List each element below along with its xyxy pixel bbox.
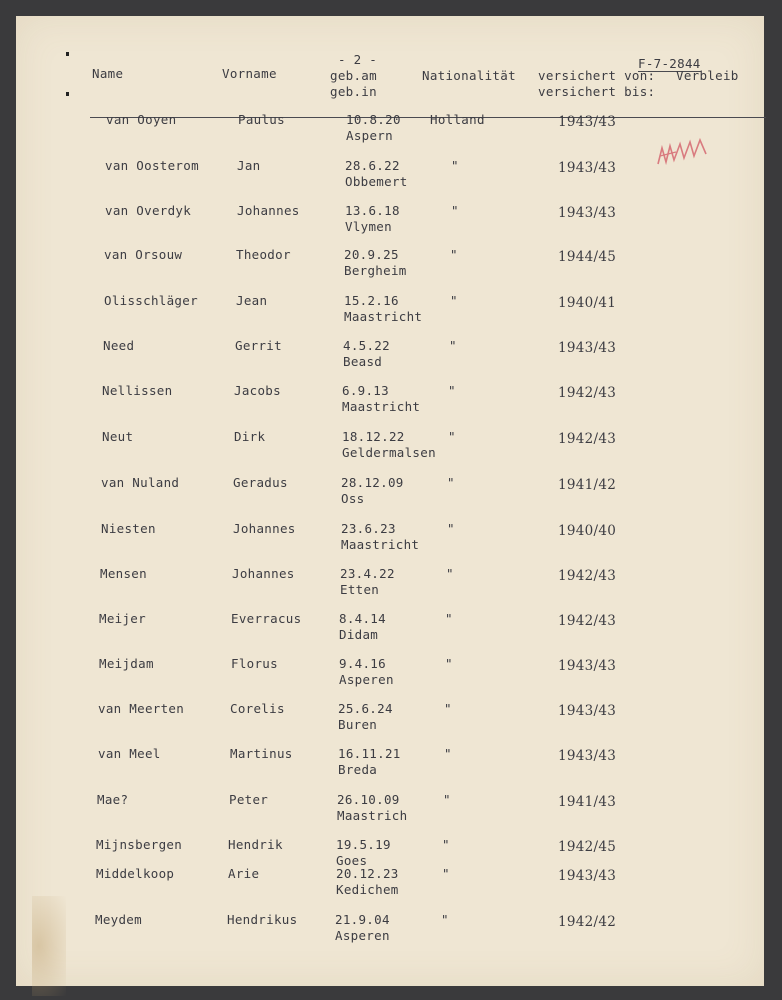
punch-mark xyxy=(66,92,69,96)
birth-place: Beasd xyxy=(343,354,383,369)
insured-period-cell: 1943/43 xyxy=(558,160,617,176)
nationality-cell: " xyxy=(442,866,450,881)
insured-period-cell: 1943/43 xyxy=(558,703,617,719)
birth-cell xyxy=(341,521,419,553)
birth-place: Bergheim xyxy=(344,263,407,278)
page-number: - 2 - xyxy=(338,52,378,67)
nationality-cell: " xyxy=(443,792,451,807)
table-row xyxy=(16,475,764,515)
first-name-cell: Theodor xyxy=(236,247,291,262)
birth-date: 26.10.09 xyxy=(337,792,400,807)
birth-cell xyxy=(341,475,404,507)
nationality-cell: " xyxy=(451,158,459,173)
birth-cell xyxy=(339,656,394,688)
insured-period-cell: 1942/43 xyxy=(558,385,617,401)
punch-mark xyxy=(66,52,69,56)
birth-place: Goes xyxy=(336,853,368,868)
last-name-cell: van Oosterom xyxy=(105,158,199,173)
table-row xyxy=(16,566,764,606)
last-name-cell: Olisschläger xyxy=(104,293,198,308)
insured-period-cell: 1941/42 xyxy=(558,477,617,493)
header-insured-from: versichert von: xyxy=(538,68,656,83)
header-birth-place: geb.in xyxy=(330,84,377,99)
header-nationality: Nationalität xyxy=(422,68,516,83)
birth-date: 10.8.20 xyxy=(346,112,401,127)
insured-period-cell: 1940/40 xyxy=(558,523,617,539)
last-name-cell: Need xyxy=(103,338,135,353)
birth-place: Maastricht xyxy=(341,537,420,552)
table-row xyxy=(16,656,764,696)
first-name-cell: Hendrikus xyxy=(227,912,298,927)
last-name-cell: Middelkoop xyxy=(96,866,175,881)
nationality-cell: " xyxy=(444,701,452,716)
first-name-cell: Geradus xyxy=(233,475,288,490)
birth-cell xyxy=(337,792,407,824)
birth-place: Didam xyxy=(339,627,379,642)
birth-cell xyxy=(342,429,436,461)
nationality-cell: " xyxy=(450,247,458,262)
last-name-cell: van Ooyen xyxy=(106,112,177,127)
first-name-cell: Hendrik xyxy=(228,837,283,852)
birth-place: Maastricht xyxy=(342,399,421,414)
birth-place: Maastricht xyxy=(344,309,423,324)
document-page xyxy=(16,16,764,986)
birth-place: Maastrich xyxy=(337,808,408,823)
birth-date: 20.9.25 xyxy=(344,247,399,262)
birth-date: 8.4.14 xyxy=(339,611,386,626)
insured-period-cell: 1944/45 xyxy=(558,249,617,265)
header-whereabouts: Verbleib xyxy=(676,68,739,83)
reference-number: F-7-2844 xyxy=(638,56,701,71)
insured-period-cell: 1942/43 xyxy=(558,431,617,447)
table-row xyxy=(16,338,764,378)
nationality-cell: " xyxy=(445,656,453,671)
insured-period-cell: 1943/43 xyxy=(558,748,617,764)
table-row xyxy=(16,746,764,786)
birth-cell xyxy=(345,203,400,235)
first-name-cell: Jean xyxy=(236,293,268,308)
last-name-cell: Meijer xyxy=(99,611,146,626)
last-name-cell: van Meel xyxy=(98,746,161,761)
first-name-cell: Johannes xyxy=(232,566,295,581)
birth-date: 28.12.09 xyxy=(341,475,404,490)
birth-place: Buren xyxy=(338,717,378,732)
birth-cell xyxy=(336,837,391,869)
birth-date: 20.12.23 xyxy=(336,866,399,881)
first-name-cell: Gerrit xyxy=(235,338,282,353)
birth-place: Geldermalsen xyxy=(342,445,436,460)
first-name-cell: Peter xyxy=(229,792,269,807)
insured-period-cell: 1942/43 xyxy=(558,613,617,629)
birth-date: 16.11.21 xyxy=(338,746,401,761)
table-row xyxy=(16,158,764,198)
birth-date: 21.9.04 xyxy=(335,912,390,927)
nationality-cell: " xyxy=(446,566,454,581)
last-name-cell: Niesten xyxy=(101,521,156,536)
birth-cell xyxy=(343,338,390,370)
insured-period-cell: 1943/43 xyxy=(558,205,617,221)
birth-cell xyxy=(335,912,390,944)
nationality-cell: " xyxy=(444,746,452,761)
last-name-cell: Neut xyxy=(102,429,134,444)
last-name-cell: Mae? xyxy=(97,792,129,807)
nationality-cell: " xyxy=(450,293,458,308)
insured-period-cell: 1943/43 xyxy=(558,114,617,130)
insured-period-cell: 1942/42 xyxy=(558,914,617,930)
birth-cell xyxy=(345,158,408,190)
first-name-cell: Paulus xyxy=(238,112,285,127)
header-birth-date: geb.am xyxy=(330,68,377,83)
first-name-cell: Everracus xyxy=(231,611,302,626)
birth-cell xyxy=(342,383,420,415)
last-name-cell: Mijnsbergen xyxy=(96,837,183,852)
nationality-cell: " xyxy=(441,912,449,927)
nationality-cell: " xyxy=(447,475,455,490)
last-name-cell: van Orsouw xyxy=(104,247,183,262)
insured-period-cell: 1943/43 xyxy=(558,340,617,356)
first-name-cell: Corelis xyxy=(230,701,285,716)
last-name-cell: Nellissen xyxy=(102,383,173,398)
insured-period-cell: 1943/43 xyxy=(558,868,617,884)
birth-place: Etten xyxy=(340,582,380,597)
birth-cell xyxy=(336,866,399,898)
birth-cell xyxy=(344,247,407,279)
first-name-cell: Johannes xyxy=(233,521,296,536)
birth-date: 9.4.16 xyxy=(339,656,386,671)
birth-place: Oss xyxy=(341,491,365,506)
table-row xyxy=(16,203,764,243)
birth-cell xyxy=(344,293,422,325)
birth-date: 23.6.23 xyxy=(341,521,396,536)
nationality-cell: " xyxy=(449,338,457,353)
birth-date: 6.9.13 xyxy=(342,383,389,398)
table-row xyxy=(16,112,764,152)
nationality-cell: " xyxy=(451,203,459,218)
first-name-cell: Jacobs xyxy=(234,383,281,398)
table-row xyxy=(16,866,764,906)
table-row xyxy=(16,701,764,741)
table-row xyxy=(16,429,764,469)
nationality-cell: Holland xyxy=(430,112,485,127)
birth-cell xyxy=(339,611,386,643)
birth-place: Aspern xyxy=(346,128,393,143)
first-name-cell: Jan xyxy=(237,158,261,173)
insured-period-cell: 1942/45 xyxy=(558,839,617,855)
last-name-cell: Mensen xyxy=(100,566,147,581)
table-row xyxy=(16,521,764,561)
first-name-cell: Martinus xyxy=(230,746,293,761)
birth-date: 19.5.19 xyxy=(336,837,391,852)
birth-date: 28.6.22 xyxy=(345,158,400,173)
last-name-cell: Meydem xyxy=(95,912,142,927)
birth-cell xyxy=(338,701,393,733)
last-name-cell: Meijdam xyxy=(99,656,154,671)
birth-cell xyxy=(338,746,401,778)
birth-place: Vlymen xyxy=(345,219,392,234)
header-name: Name xyxy=(92,66,124,81)
birth-date: 15.2.16 xyxy=(344,293,399,308)
birth-place: Kedichem xyxy=(336,882,399,897)
insured-period-cell: 1940/41 xyxy=(558,295,617,311)
nationality-cell: " xyxy=(447,521,455,536)
birth-place: Breda xyxy=(338,762,378,777)
last-name-cell: van Nuland xyxy=(101,475,180,490)
birth-cell xyxy=(346,112,401,144)
birth-cell xyxy=(340,566,395,598)
birth-date: 23.4.22 xyxy=(340,566,395,581)
birth-place: Asperen xyxy=(335,928,390,943)
header-first-name: Vorname xyxy=(222,66,277,81)
table-row xyxy=(16,912,764,952)
birth-place: Asperen xyxy=(339,672,394,687)
insured-period-cell: 1941/43 xyxy=(558,794,617,810)
table-row xyxy=(16,293,764,333)
birth-date: 25.6.24 xyxy=(338,701,393,716)
header-insured xyxy=(538,68,655,100)
nationality-cell: " xyxy=(448,383,456,398)
first-name-cell: Johannes xyxy=(237,203,300,218)
last-name-cell: van Overdyk xyxy=(105,203,192,218)
first-name-cell: Dirk xyxy=(234,429,266,444)
first-name-cell: Florus xyxy=(231,656,278,671)
last-name-cell: van Meerten xyxy=(98,701,185,716)
nationality-cell: " xyxy=(445,611,453,626)
first-name-cell: Arie xyxy=(228,866,260,881)
header-insured-to: versichert bis: xyxy=(538,84,656,99)
table-row xyxy=(16,611,764,651)
nationality-cell: " xyxy=(448,429,456,444)
birth-date: 18.12.22 xyxy=(342,429,405,444)
table-row xyxy=(16,383,764,423)
insured-period-cell: 1942/43 xyxy=(558,568,617,584)
table-row xyxy=(16,247,764,287)
table-row xyxy=(16,792,764,832)
birth-date: 13.6.18 xyxy=(345,203,400,218)
header-birth xyxy=(330,68,377,100)
insured-period-cell: 1943/43 xyxy=(558,658,617,674)
birth-date: 4.5.22 xyxy=(343,338,390,353)
nationality-cell: " xyxy=(442,837,450,852)
birth-place: Obbemert xyxy=(345,174,408,189)
